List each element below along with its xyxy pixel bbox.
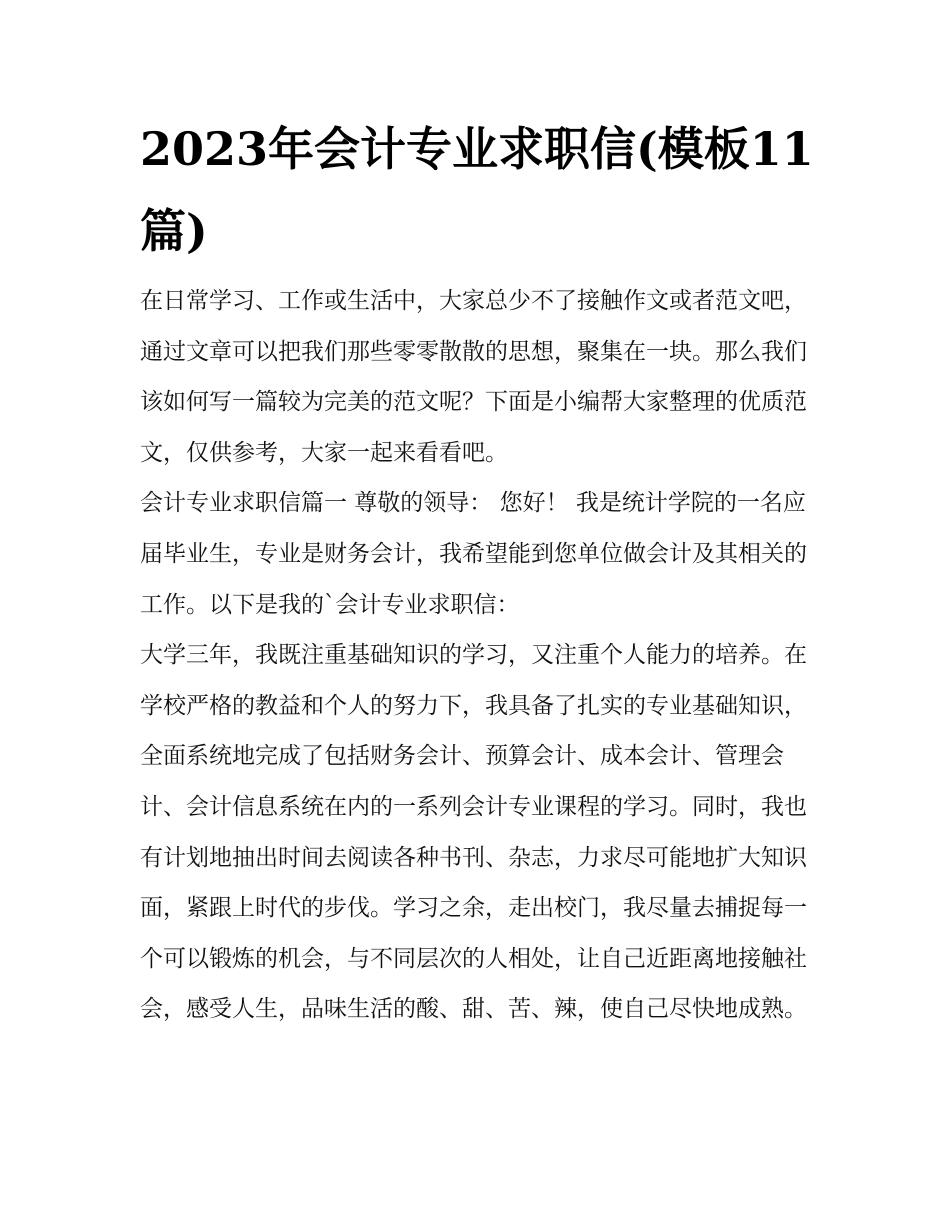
document-body [140, 276, 818, 1035]
document-title: 2023年会计专业求职信(模板11篇) [140, 122, 814, 258]
intro-paragraph: 在日常学习、工作或生活中，大家总少不了接触作文或者范文吧，通过文章可以把我们那些零零散散的思想，聚集在一块。那么我们该如何写一篇较为完美的范文呢？下面是小编帮大家整理的优质范文，仅供参考，大家一起来看看吧。 [140, 288, 807, 466]
letter-opening-paragraph: 会计专业求职信篇一 尊敬的领导： 您好！ 我是统计学院的一名应届毕业生，专业是财务会计，我希望能到您单位做会计及其相关的工作。以下是我的`会计专业求职信： [140, 490, 807, 618]
study-experience-paragraph: 大学三年，我既注重基础知识的学习，又注重个人能力的培养。在学校严格的教益和个人的努力下，我具备了扎实的专业基础知识，全面系统地完成了包括财务会计、预算会计、成本会计、管理会计、会计信息系统在内的一系列会计专业课程的学习。同时，我也有计划地抽出时间去阅读各种书刊、杂志，力求尽可能地扩大知识面，紧跟上时代的步伐。学习之余，走出校门，我尽量去捕捉每一个可以锻炼的机会，与不同层次的人相处，让自己近距离地接触社会，感受人生，品味生活的酸、甜、苦、辣，使自己尽快地成熟。 [140, 642, 807, 1023]
